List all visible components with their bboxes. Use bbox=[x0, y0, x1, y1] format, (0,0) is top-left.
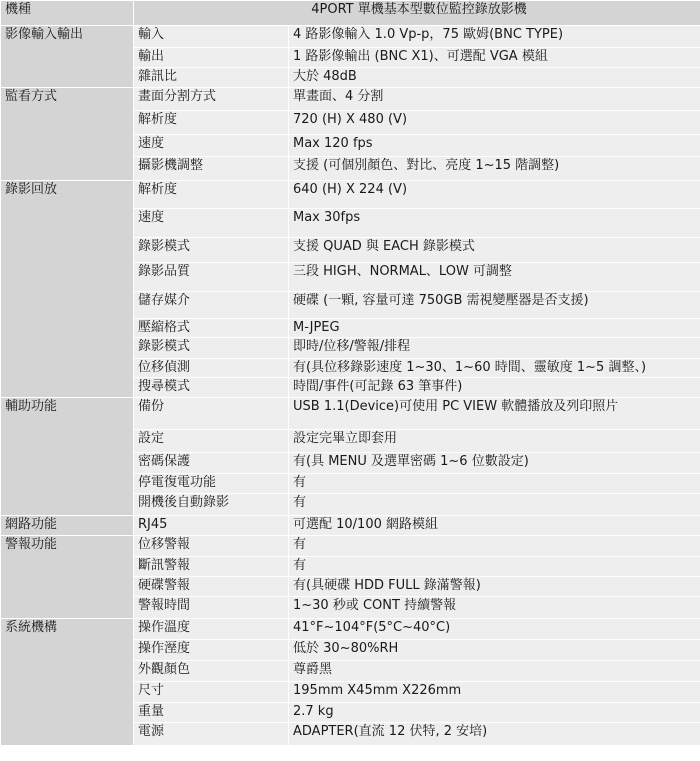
header-row bbox=[1, 1, 700, 26]
value-cell: 有(具硬碟 HDD FULL 錄滿警報) bbox=[289, 577, 700, 597]
spec-row bbox=[1, 26, 700, 48]
value-cell: 大於 48dB bbox=[289, 68, 700, 88]
spec-row bbox=[1, 516, 700, 536]
value-cell: 有(具 MENU 及選單密碼 1~6 位數設定) bbox=[289, 453, 700, 474]
item-cell: 操作溼度 bbox=[134, 640, 289, 661]
item-cell: 雜訊比 bbox=[134, 68, 289, 88]
item-cell: 速度 bbox=[134, 209, 289, 238]
value-cell: 支援 QUAD 與 EACH 錄影模式 bbox=[289, 238, 700, 263]
item-cell: 電源 bbox=[134, 723, 289, 746]
item-cell: 儲存媒介 bbox=[134, 292, 289, 319]
spec-table-body bbox=[1, 1, 700, 746]
value-cell: 2.7 kg bbox=[289, 703, 700, 723]
item-cell: 設定 bbox=[134, 430, 289, 453]
item-cell: 解析度 bbox=[134, 111, 289, 135]
item-cell: 重量 bbox=[134, 703, 289, 723]
spec-row bbox=[1, 398, 700, 430]
value-cell: Max 120 fps bbox=[289, 135, 700, 157]
header-label: 機種 bbox=[1, 1, 134, 26]
item-cell: 搜尋模式 bbox=[134, 378, 289, 398]
item-cell: 尺寸 bbox=[134, 682, 289, 703]
value-cell: 720 (H) X 480 (V) bbox=[289, 111, 700, 135]
item-cell: 斷訊警報 bbox=[134, 557, 289, 577]
value-cell: 硬碟 (一顆, 容量可達 750GB 需視變壓器是否支援) bbox=[289, 292, 700, 319]
category-cell: 警報功能 bbox=[1, 536, 134, 619]
value-cell: 低於 30~80%RH bbox=[289, 640, 700, 661]
value-cell: 單畫面、4 分割 bbox=[289, 88, 700, 111]
spec-row bbox=[1, 88, 700, 111]
item-cell: 速度 bbox=[134, 135, 289, 157]
value-cell: 可選配 10/100 網路模組 bbox=[289, 516, 700, 536]
item-cell: 解析度 bbox=[134, 181, 289, 209]
category-cell: 監看方式 bbox=[1, 88, 134, 181]
item-cell: 外觀顏色 bbox=[134, 661, 289, 682]
item-cell: 錄影模式 bbox=[134, 238, 289, 263]
value-cell: 尊爵黑 bbox=[289, 661, 700, 682]
value-cell: 640 (H) X 224 (V) bbox=[289, 181, 700, 209]
value-cell: 195mm X45mm X226mm bbox=[289, 682, 700, 703]
item-cell: 密碼保護 bbox=[134, 453, 289, 474]
value-cell: 三段 HIGH、NORMAL、LOW 可調整 bbox=[289, 263, 700, 292]
value-cell: 有 bbox=[289, 494, 700, 516]
value-cell: 4 路影像輸入 1.0 Vp-p，75 歐姆(BNC TYPE) bbox=[289, 26, 700, 48]
value-cell: M-JPEG bbox=[289, 319, 700, 338]
item-cell: 攝影機調整 bbox=[134, 157, 289, 181]
spec-row bbox=[1, 536, 700, 557]
category-cell: 系統機構 bbox=[1, 619, 134, 746]
value-cell: 41°F~104°F(5°C~40°C) bbox=[289, 619, 700, 640]
item-cell: 備份 bbox=[134, 398, 289, 430]
value-cell: 支援 (可個別顏色、對比、亮度 1~15 階調整) bbox=[289, 157, 700, 181]
value-cell: 有 bbox=[289, 557, 700, 577]
item-cell: 壓縮格式 bbox=[134, 319, 289, 338]
item-cell: 停電復電功能 bbox=[134, 474, 289, 494]
category-cell: 錄影回放 bbox=[1, 181, 134, 398]
item-cell: RJ45 bbox=[134, 516, 289, 536]
item-cell: 硬碟警報 bbox=[134, 577, 289, 597]
item-cell: 輸入 bbox=[134, 26, 289, 48]
value-cell: Max 30fps bbox=[289, 209, 700, 238]
category-cell: 輔助功能 bbox=[1, 398, 134, 516]
item-cell: 開機後自動錄影 bbox=[134, 494, 289, 516]
item-cell: 操作溫度 bbox=[134, 619, 289, 640]
item-cell: 錄影品質 bbox=[134, 263, 289, 292]
value-cell: 有(具位移錄影速度 1~30、1~60 時間、靈敏度 1~5 調整、) bbox=[289, 359, 700, 378]
spec-row bbox=[1, 619, 700, 640]
spec-row bbox=[1, 181, 700, 209]
category-cell: 影像輸入輸出 bbox=[1, 26, 134, 88]
value-cell: ADAPTER(直流 12 伏特, 2 安培) bbox=[289, 723, 700, 746]
value-cell: 1~30 秒或 CONT 持續警報 bbox=[289, 597, 700, 619]
item-cell: 輸出 bbox=[134, 48, 289, 68]
item-cell: 位移偵測 bbox=[134, 359, 289, 378]
item-cell: 錄影模式 bbox=[134, 338, 289, 359]
item-cell: 位移警報 bbox=[134, 536, 289, 557]
value-cell: USB 1.1(Device)可使用 PC VIEW 軟體播放及列印照片 bbox=[289, 398, 700, 430]
item-cell: 畫面分割方式 bbox=[134, 88, 289, 111]
value-cell: 即時/位移/警報/排程 bbox=[289, 338, 700, 359]
value-cell: 有 bbox=[289, 536, 700, 557]
item-cell: 警報時間 bbox=[134, 597, 289, 619]
category-cell: 網路功能 bbox=[1, 516, 134, 536]
value-cell: 設定完畢立即套用 bbox=[289, 430, 700, 453]
value-cell: 時間/事件(可記錄 63 筆事件) bbox=[289, 378, 700, 398]
header-value: 4PORT 單機基本型數位監控錄放影機 bbox=[134, 1, 700, 26]
value-cell: 1 路影像輸出 (BNC X1)、可選配 VGA 模組 bbox=[289, 48, 700, 68]
value-cell: 有 bbox=[289, 474, 700, 494]
